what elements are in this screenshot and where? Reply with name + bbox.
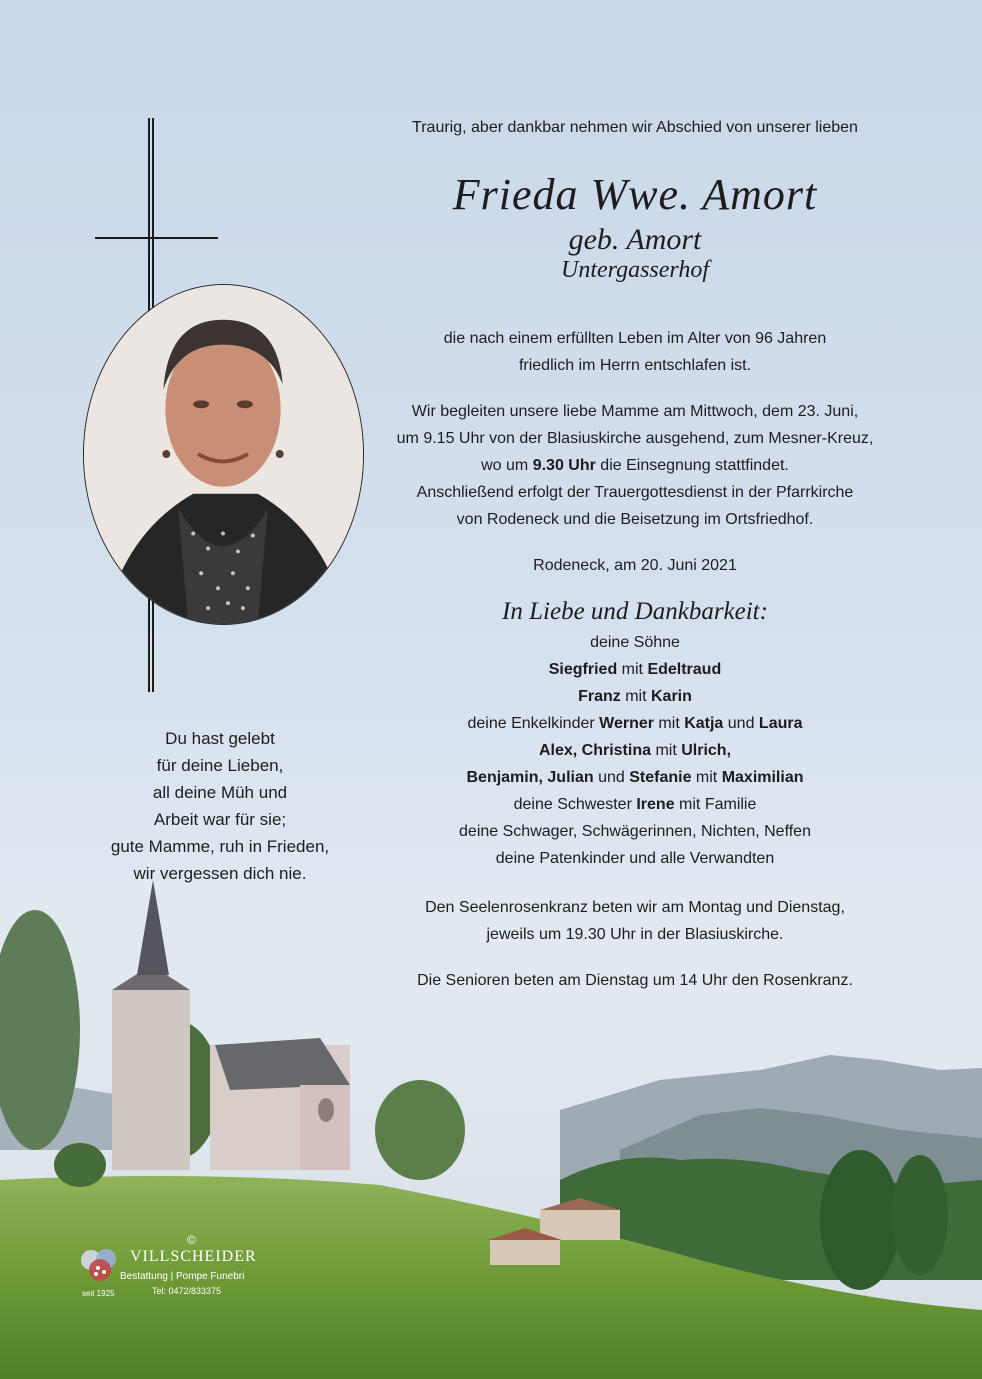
logo-since: seit 1925 <box>82 1289 115 1298</box>
text-line: deine Söhne <box>590 634 680 651</box>
farm-name: Untergasserhof <box>560 257 709 283</box>
text-line: jeweils um 19.30 Uhr in der Blasiuskirche. <box>486 926 784 943</box>
text-segment: mit <box>617 661 648 678</box>
logo-phone: Tel: 0472/833375 <box>152 1286 222 1296</box>
family-name: Stefanie <box>629 769 692 786</box>
cross-beam <box>95 237 218 243</box>
family-name: Benjamin, Julian <box>466 769 594 786</box>
family-name: Edeltraud <box>647 661 722 678</box>
text-line <box>370 737 900 764</box>
logo-subtitle: Bestattung | Pompe Funebri <box>120 1271 245 1282</box>
text-line <box>370 452 900 479</box>
logo-name: VILLSCHEIDER <box>130 1248 257 1265</box>
place-date: Rodeneck, am 20. Juni 2021 <box>533 557 737 574</box>
text-segment: deine Enkelkinder <box>467 715 600 732</box>
text-line: Anschließend erfolgt der Trauergottesdienst in der Pfarrkirche <box>416 484 854 501</box>
family-name: Karin <box>650 688 692 705</box>
family-name: Siegfried <box>548 661 618 678</box>
text-line <box>370 764 900 791</box>
text-line <box>370 791 900 818</box>
maiden-name: geb. Amort <box>568 223 702 256</box>
text-segment: wo um <box>481 457 533 474</box>
text-line <box>370 656 900 683</box>
text-segment: deine Schwester <box>513 796 637 813</box>
family-name: Franz <box>578 688 621 705</box>
portrait-photo <box>83 284 364 625</box>
text-line: von Rodeneck und die Beisetzung im Ortsfriedhof. <box>456 511 814 528</box>
text-line <box>370 683 900 710</box>
text-segment: und <box>723 715 759 732</box>
text-line <box>370 710 900 737</box>
family-name: Irene <box>636 796 675 813</box>
text-segment: und <box>593 769 630 786</box>
text-segment: mit <box>620 688 651 705</box>
text-segment: mit <box>651 742 682 759</box>
poem-line: Arbeit war für sie; <box>153 810 287 829</box>
text-line: Wir begleiten unsere liebe Mamme am Mittwoch, dem 23. Juni, <box>411 403 859 420</box>
text-segment: mit <box>691 769 722 786</box>
text-segment: mit Familie <box>674 796 757 813</box>
text-line: Den Seelenrosenkranz beten wir am Montag und Dienstag, <box>425 899 845 916</box>
text-line: um 9.15 Uhr von der Blasiuskirche ausgehend, zum Mesner-Kreuz, <box>396 430 874 447</box>
text-line: deine Patenkinder und alle Verwandten <box>495 850 775 867</box>
family-name: Werner <box>599 715 654 732</box>
obituary-text <box>370 117 900 994</box>
text-line: friedlich im Herrn entschlafen ist. <box>518 357 752 374</box>
life-paragraph <box>370 325 900 379</box>
family-name: Katja <box>684 715 724 732</box>
text-segment: mit <box>653 715 685 732</box>
text-line: deine Schwager, Schwägerinnen, Nichten, Neffen <box>459 823 811 840</box>
family-name: Ulrich, <box>681 742 732 759</box>
deceased-name: Frieda Wwe. Amort <box>452 170 818 219</box>
funeral-paragraph <box>370 398 900 533</box>
intro-line: Traurig, aber dankbar nehmen wir Abschied von unserer lieben <box>412 119 858 136</box>
seniors-line: Die Senioren beten am Dienstag um 14 Uhr den Rosenkranz. <box>417 972 853 989</box>
poem-line: wir vergessen dich nie. <box>133 864 307 883</box>
copyright-mark: © <box>187 1233 196 1247</box>
family-list <box>370 629 900 872</box>
text-line: die nach einem erfüllten Leben im Alter von 96 Jahren <box>443 330 827 347</box>
family-name: Laura <box>758 715 803 732</box>
thanks-title: In Liebe und Dankbarkeit: <box>502 598 768 625</box>
family-name: Maximilian <box>721 769 804 786</box>
poem-line: Du hast gelebt <box>165 729 275 748</box>
poem-line: gute Mamme, ruh in Frieden, <box>110 837 330 856</box>
poem <box>90 725 350 887</box>
family-name: Alex, Christina <box>538 742 651 759</box>
text-segment: die Einsegnung stattfindet. <box>595 457 789 474</box>
poem-line: all deine Müh und <box>152 783 288 802</box>
villscheider-logo-icon <box>78 1246 122 1286</box>
poem-line: für deine Lieben, <box>156 756 284 775</box>
rosary-paragraph <box>370 894 900 948</box>
blessing-time: 9.30 Uhr <box>532 457 596 474</box>
